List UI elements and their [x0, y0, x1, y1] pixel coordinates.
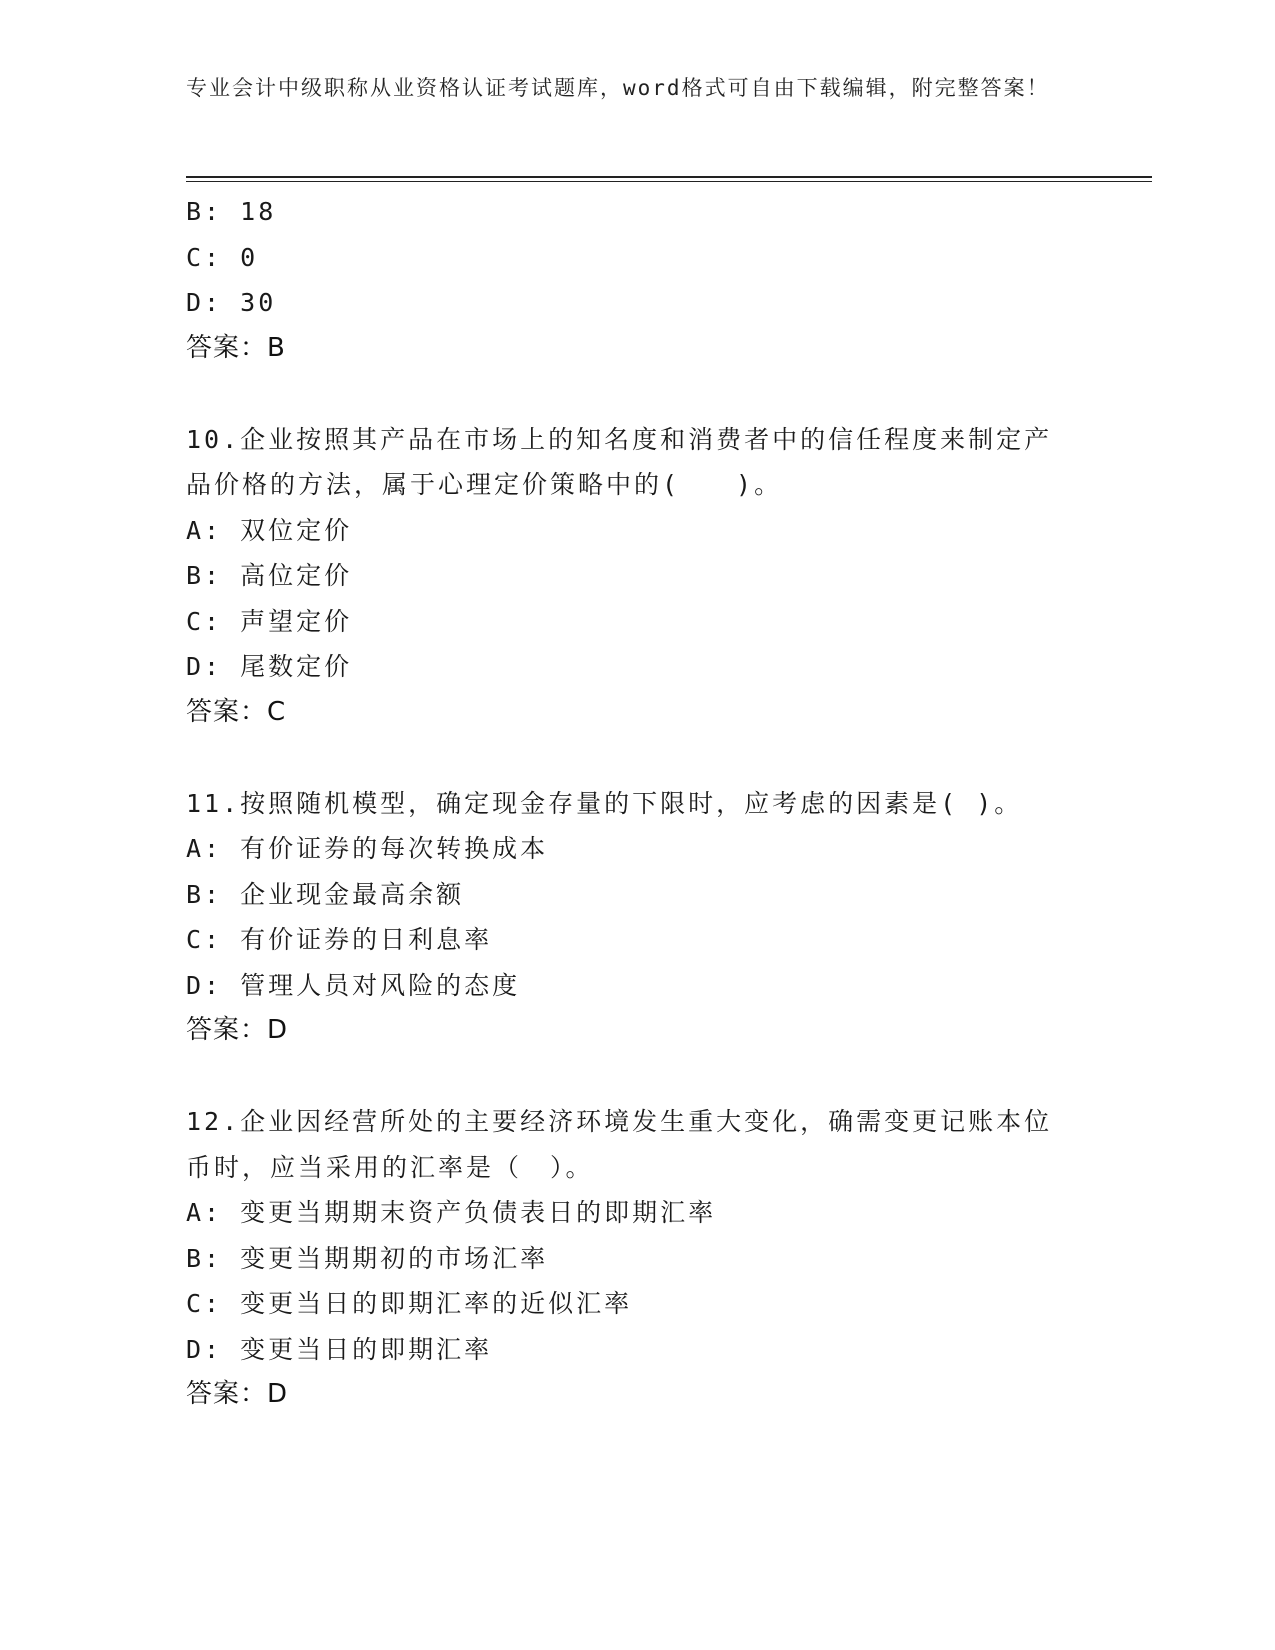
question-list	[186, 189, 1086, 1418]
option-b: B: 企业现金最高余额	[186, 879, 465, 909]
question-text: 12.企业因经营所处的主要经济环境发生重大变化，确需变更记账本位币时，应当采用的汇率是（ ）。	[186, 1107, 1053, 1182]
page-header-text: 专业会计中级职称从业资格认证考试题库，word格式可自由下载编辑，附完整答案！	[186, 76, 1050, 100]
spacer	[186, 735, 1086, 781]
option-a: A: 双位定价	[186, 515, 353, 545]
header-divider-thin	[186, 181, 1152, 182]
option-b: B: 高位定价	[186, 561, 353, 590]
option-a: A: 有价证券的每次转换成本	[186, 834, 549, 863]
option-c: C: 变更当日的即期汇率的近似汇率	[186, 1289, 633, 1318]
option-c: C: 声望定价	[186, 606, 353, 636]
option-c: C: 有价证券的日利息率	[186, 925, 493, 954]
option-c: C: 0	[186, 242, 259, 272]
question-text: 10.企业按照其产品在市场上的知名度和消费者中的信任程度来制定产品价格的方法，属于心理定价策略中的( )。	[186, 424, 1053, 499]
answer-line: 答案：D	[186, 1015, 289, 1045]
option-d: D: 尾数定价	[186, 652, 353, 681]
question-11	[186, 781, 1086, 1054]
option-b: B: 变更当期期初的市场汇率	[186, 1243, 549, 1273]
previous-question-tail	[186, 189, 1086, 371]
spacer	[186, 371, 1086, 417]
option-d: D: 30	[186, 288, 277, 317]
option-d: D: 变更当日的即期汇率	[186, 1334, 493, 1364]
option-a: A: 变更当期期末资产负债表日的即期汇率	[186, 1198, 717, 1227]
question-10	[186, 417, 1086, 736]
answer-line: 答案：B	[186, 332, 286, 363]
header-divider-thick	[186, 176, 1152, 178]
question-text: 11.按照随机模型，确定现金存量的下限时，应考虑的因素是( )。	[186, 788, 1023, 818]
answer-line: 答案：D	[186, 1379, 289, 1409]
option-b: B: 18	[186, 197, 277, 226]
option-d: D: 管理人员对风险的态度	[186, 970, 521, 1000]
question-12	[186, 1099, 1086, 1418]
answer-line: 答案：C	[186, 696, 287, 727]
spacer	[186, 1054, 1086, 1100]
